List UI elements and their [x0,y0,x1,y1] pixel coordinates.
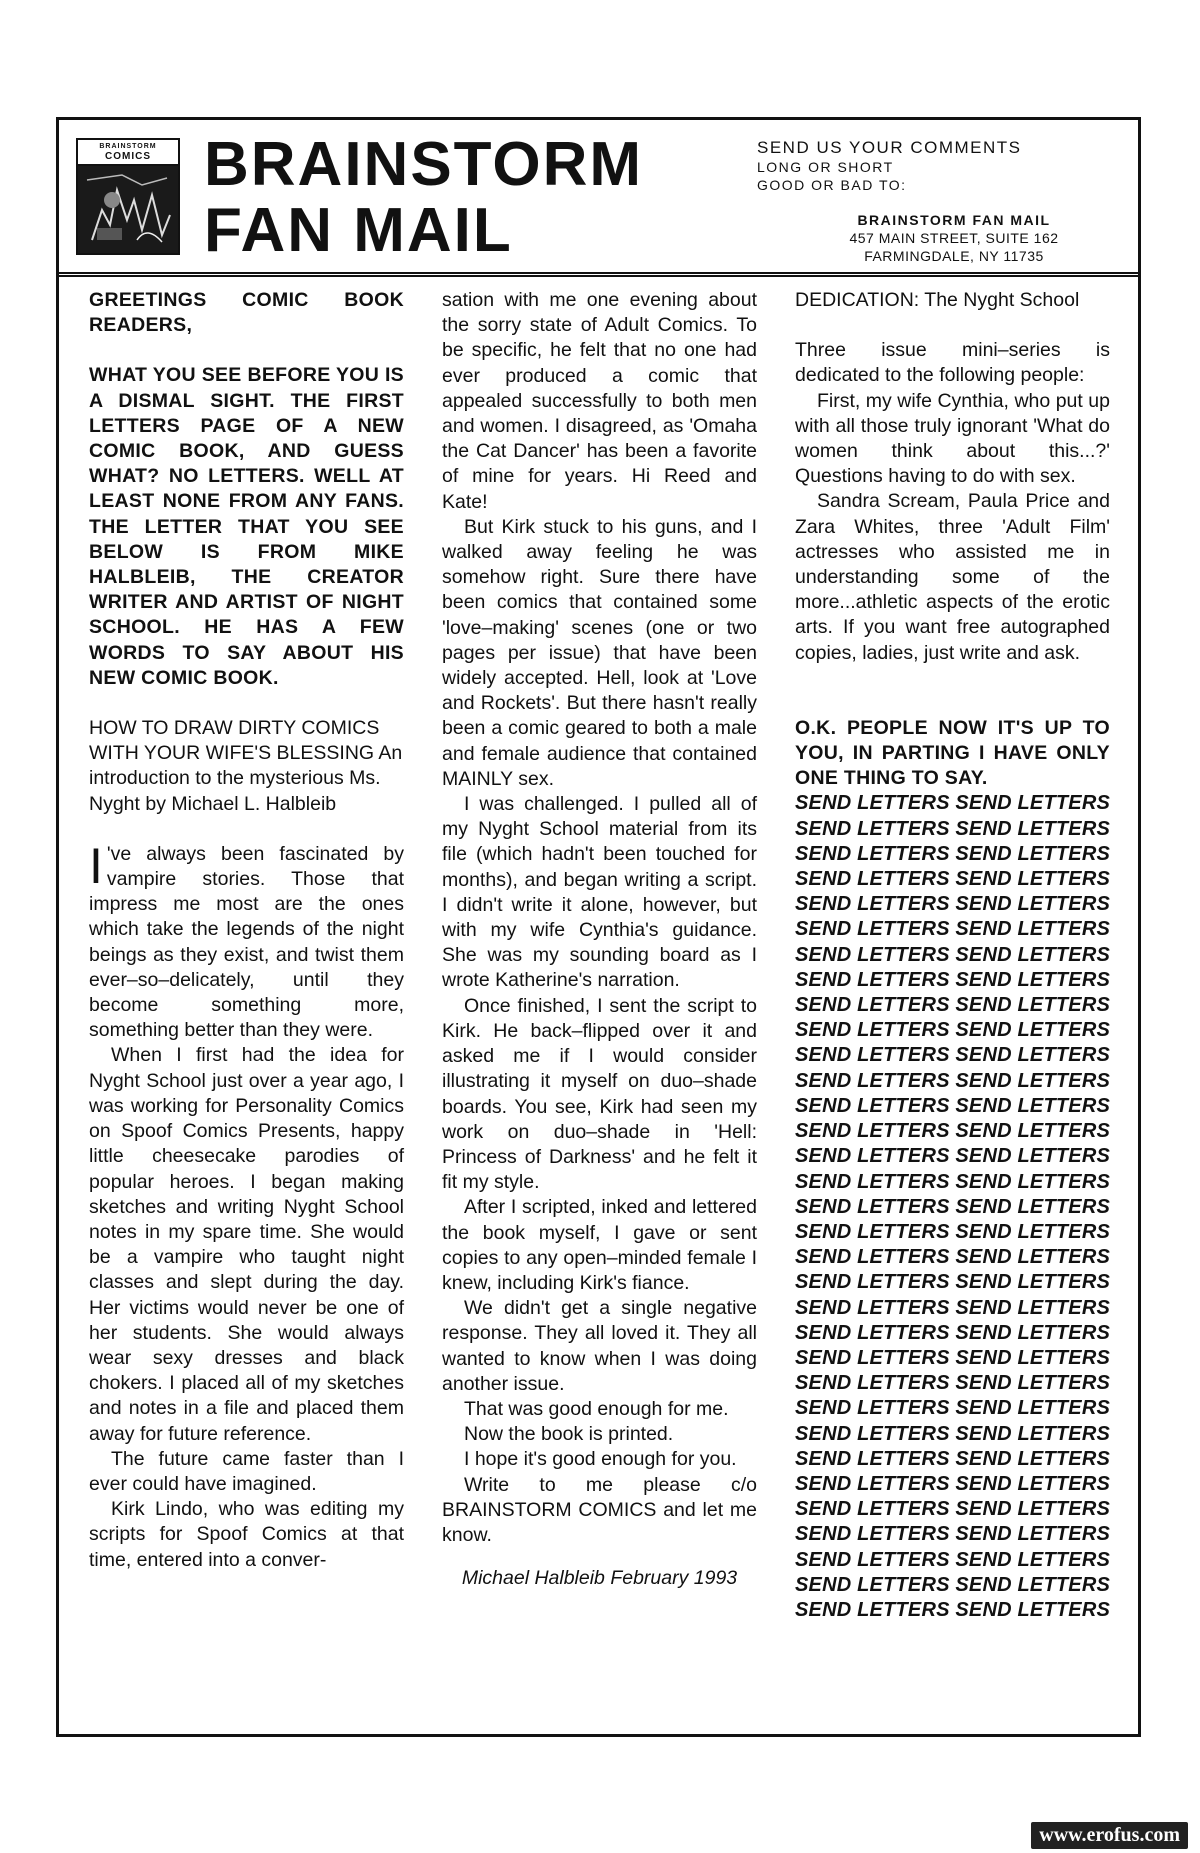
article-heading: HOW TO DRAW DIRTY COMICS WITH YOUR WIFE'S BLESSING An introduction to the mysterious Ms. Nyght by Michael L. Halbleib [89,717,403,815]
title-line2: FAN MAIL [204,196,513,265]
send-letters-row: SEND LETTERS SEND LETTERS [795,1120,1111,1143]
title-line1: BRAINSTORM [204,130,644,199]
send-letters-row: SEND LETTERS SEND LETTERS [795,1346,1111,1369]
dedication-para-2: First, my wife Cynthia, who put up with all those truly ignorant 'What do women think about this...?' Questions having to do with sex. [795,389,1110,488]
col2-para-4: Once finished, I sent the script to Kirk. He back–flipped over it and asked me if I would consider illustrating it myself on duo–shade boards. You see, Kirk had seen my work on duo–shade in 'Hell: Princess of Darkness' and he felt it fit my style. [442,994,757,1194]
send-letters-row: SEND LETTERS SEND LETTERS [795,868,1111,891]
send-letters-row: SEND LETTERS SEND LETTERS [795,994,1111,1017]
send-line1: SEND US YOUR COMMENTS [757,138,1022,157]
send-letters-row: SEND LETTERS SEND LETTERS [795,1246,1111,1269]
article-para-2: When I first had the idea for Nyght School just over a year ago, I was working for Personality Comics on Spoof Comics Presents, happy little cheesecake parodies of popular heroes. I began making sketches and writing Nyght School notes in my spare time. She would be a vampire who taught night classes and slept during the day. Her victims would never be one of her students. She would always wear sexy dresses and black chokers. I placed all of my sketches and notes in a file and placed them away for future reference. [89,1044,404,1445]
address-city: FARMINGDALE, NY 11735 [864,248,1044,264]
article-para-4: Kirk Lindo, who was editing my scripts for Spoof Comics at that time, entered into a conver- [89,1498,404,1571]
send-letters-row: SEND LETTERS SEND LETTERS [795,1094,1111,1117]
send-letters-row: SEND LETTERS SEND LETTERS [795,1573,1111,1596]
dedication-para-1: Three issue mini–series is dedicated to the following people: [795,339,1110,387]
editor-intro: WHAT YOU SEE BEFORE YOU IS A DISMAL SIGHT. THE FIRST LETTERS PAGE OF A NEW COMIC BOOK, AND GUESS WHAT? NO LETTERS. WELL AT LEAST NONE FROM ANY FANS. THE LETTER THAT YOU SEE BELOW IS FROM MIKE HALBLEIB, THE CREATOR WRITER AND ARTIST OF NIGHT SCHOOL. HE HAS A FEW WORDS TO SAY ABOUT HIS NEW COMIC BOOK. [89,364,404,689]
send-letters-row: SEND LETTERS SEND LETTERS [795,943,1111,966]
send-letters-row: SEND LETTERS SEND LETTERS [795,1296,1111,1319]
mailing-address [804,211,1104,265]
column-2 [442,288,757,1591]
col2-para-3: I was challenged. I pulled all of my Nyght School material from its file (which hadn't been touched for months), and began writing a script. I didn't write it alone, however, but with my wife Cynthia's guidance. She was my sounding board as I wrote Katherine's narration. [442,793,757,992]
send-letters-row: SEND LETTERS SEND LETTERS [795,893,1111,916]
article-para-1 [89,837,404,1044]
send-letters-row: SEND LETTERS SEND LETTERS [795,1472,1111,1495]
send-letters-row: SEND LETTERS SEND LETTERS [795,817,1111,840]
send-letters-row: SEND LETTERS SEND LETTERS [795,1548,1111,1571]
send-letters-row: SEND LETTERS SEND LETTERS [795,968,1111,991]
col2-para-1: sation with me one evening about the sorry state of Adult Comics. To be specific, he felt that no one had ever produced a comic that appealed successfully to both men and women. I disagreed, as 'Omaha the Cat Dancer' has been a favorite of mine for years. Hi Reed and Kate! [442,289,757,513]
drop-cap: I [89,837,103,894]
send-line2: LONG OR SHORT [757,159,894,175]
address-name: BRAINSTORM FAN MAIL [857,212,1051,228]
send-letters-row: SEND LETTERS SEND LETTERS [795,1069,1111,1092]
letters-page-frame [56,117,1141,1737]
send-letters-row: SEND LETTERS SEND LETTERS [795,1044,1111,1067]
send-letters-list [795,791,1110,1623]
col2-para-5: After I scripted, inked and lettered the book myself, I gave or sent copies to any open–minded female I knew, including Kirk's fiance. [442,1196,757,1294]
send-letters-row: SEND LETTERS SEND LETTERS [795,1195,1111,1218]
send-letters-row: SEND LETTERS SEND LETTERS [795,1321,1111,1344]
send-letters-row: SEND LETTERS SEND LETTERS [795,1422,1111,1445]
send-comments-block [757,138,1097,194]
article-para-3: The future came faster than I ever could have imagined. [89,1447,404,1495]
para-1-text: 've always been fascinated by vampire stories. Those that impress me most are the ones which take the legends of the night beings as they exist, and twist them ever–so–delicately, until they become something more, something better than they were. [89,842,404,1042]
col2-para-7: That was good enough for me. [464,1397,729,1420]
col2-para-6: We didn't get a single negative response. They all loved it. They all wanted to know when I was doing another issue. [442,1297,757,1395]
greeting: GREETINGS COMIC BOOK READERS, [89,289,404,337]
send-letters-row: SEND LETTERS SEND LETTERS [795,1498,1111,1521]
closing-call: O.K. PEOPLE NOW IT'S UP TO YOU, IN PARTING I HAVE ONLY ONE THING TO SAY. [795,716,1110,790]
send-letters-row: SEND LETTERS SEND LETTERS [795,918,1111,941]
logo-label [78,140,178,166]
logo-line2: COMICS [105,151,151,162]
send-letters-row: SEND LETTERS SEND LETTERS [795,1372,1111,1395]
send-letters-row: SEND LETTERS SEND LETTERS [795,1598,1111,1621]
column-1 [89,288,404,1573]
watermark: www.erofus.com [1031,1822,1188,1849]
address-street: 457 MAIN STREET, SUITE 162 [849,230,1059,246]
col2-para-2: But Kirk stuck to his guns, and I walked away feeling he was somehow right. Sure there have been comics that contained some 'love–making' scenes (one or two pages per issue) that have been widely accepted. Hell, look at 'Love and Rockets'. But there hasn't really been a comic geared to both a male and female audience that contained MAINLY sex. [442,515,757,790]
send-letters-row: SEND LETTERS SEND LETTERS [795,1145,1111,1168]
page-title [204,132,643,264]
send-letters-row: SEND LETTERS SEND LETTERS [795,1523,1111,1546]
column-3 [795,288,1110,1623]
send-letters-row: SEND LETTERS SEND LETTERS [795,1170,1111,1193]
send-letters-row: SEND LETTERS SEND LETTERS [795,1220,1111,1243]
brainstorm-comics-logo [76,138,180,255]
send-letters-row: SEND LETTERS SEND LETTERS [795,1271,1111,1294]
logo-line1: BRAINSTORM [99,143,157,150]
col2-para-9: I hope it's good enough for you. [464,1448,737,1471]
logo-artwork-icon [82,170,174,250]
dedication-para-3: Sandra Scream, Paula Price and Zara Whites, three 'Adult Film' actresses who assisted me in understanding some of the more...athletic aspects of the erotic arts. If you want free autographed copies, ladies, just write and ask. [795,490,1110,664]
col2-para-10: Write to me please c/o BRAINSTORM COMICS and let me know. [442,1473,757,1546]
dedication-heading: DEDICATION: The Nyght School [795,289,1080,311]
send-letters-row: SEND LETTERS SEND LETTERS [795,842,1111,865]
send-letters-row: SEND LETTERS SEND LETTERS [795,1397,1111,1420]
send-letters-row: SEND LETTERS SEND LETTERS [795,792,1111,815]
send-letters-row: SEND LETTERS SEND LETTERS [795,1447,1111,1470]
send-letters-row: SEND LETTERS SEND LETTERS [795,1019,1111,1042]
signature: Michael Halbleib February 1993 [461,1567,738,1590]
page-header [59,120,1138,277]
send-line3: GOOD OR BAD TO: [757,177,907,193]
col2-para-8: Now the book is printed. [464,1423,674,1446]
